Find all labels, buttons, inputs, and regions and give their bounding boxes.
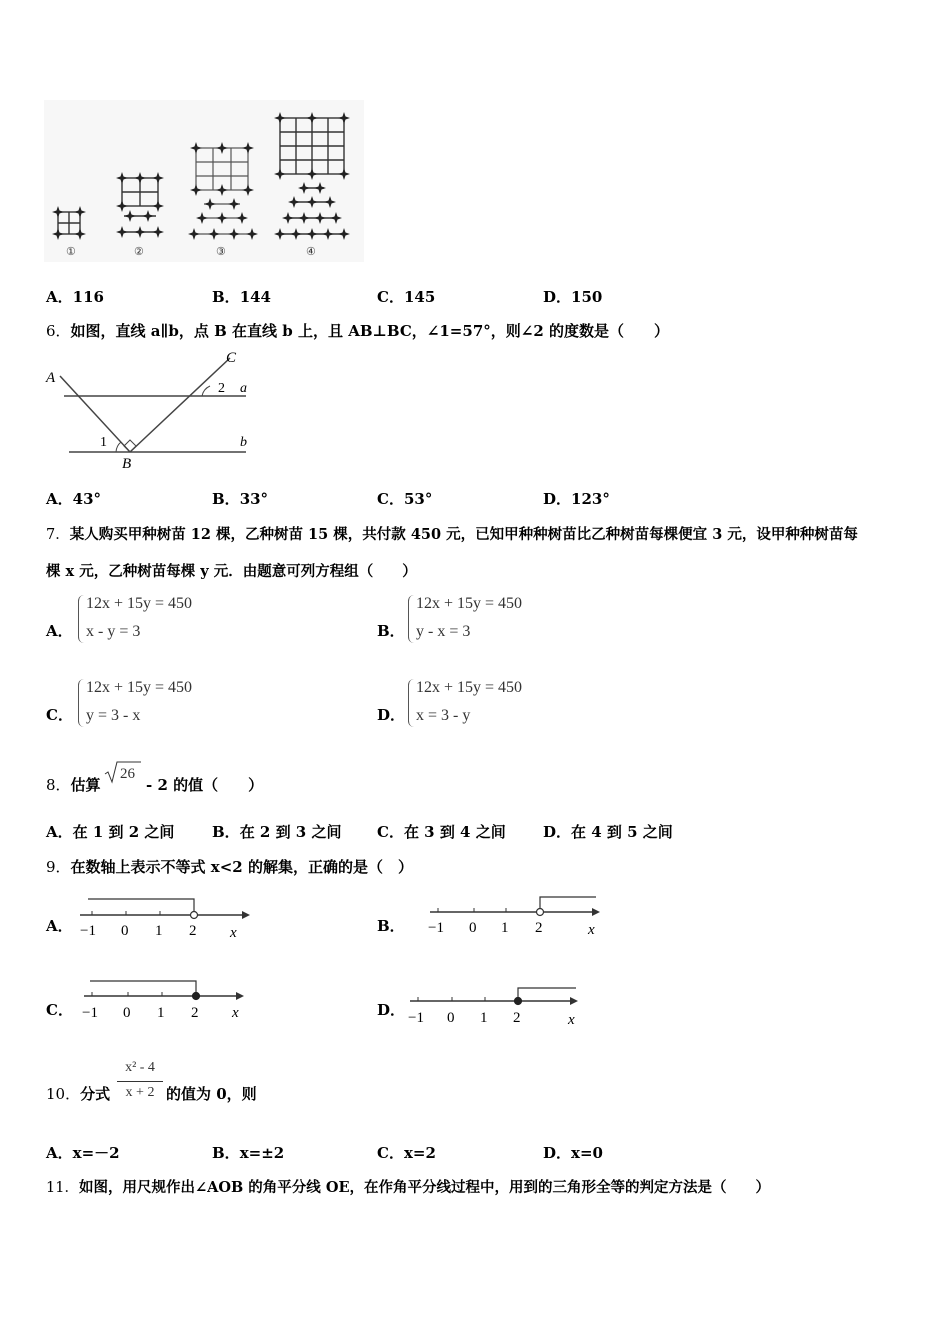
q7-stem-line2: 棵 x 元，乙种树苗每棵 y 元．由题意可列方程组（ ） [46,563,417,580]
svg-text:0: 0 [123,1005,131,1021]
q6-label-b: b [240,435,247,450]
q7-option-b-label[interactable]: B． [377,622,405,640]
pattern-label-3: ③ [216,246,226,258]
q9-option-b-numberline [424,893,604,947]
pattern-label-4: ④ [306,246,316,258]
svg-text:−1: −1 [80,923,96,939]
q6-stem: 6．如图，直线 a∥b，点 B 在直线 b 上，且 AB⊥BC，∠1=57°，则∠2 的度数是（ ） [46,322,669,340]
svg-text:1: 1 [480,1010,488,1026]
q6-option-d[interactable]: D．123° [543,490,610,508]
q5-pattern-figure [44,100,364,262]
q6-label-B: B [122,456,132,472]
q6-label-a: a [240,381,247,396]
svg-text:0: 0 [447,1010,455,1026]
q8-radical-sign [104,760,142,786]
q10-numerator: x² - 4 [125,1060,155,1075]
q8-option-a[interactable]: A．在 1 到 2 之间 [46,823,175,841]
svg-text:−1: −1 [408,1010,424,1026]
q9-option-b-label[interactable]: B． [377,917,405,935]
q7-option-d-label[interactable]: D． [377,706,406,724]
q6-option-c[interactable]: C．53° [377,490,433,508]
q5-pattern-svg [44,100,364,262]
pattern-label-1: ① [66,246,76,258]
q6-option-a[interactable]: A．43° [46,490,102,508]
svg-text:x: x [230,925,237,941]
q9-option-c-label[interactable]: C． [46,1001,73,1019]
q7-option-c-system: 12x + 15y = 450 y = 3 - x [78,679,258,731]
q6-label-2: 2 [218,381,225,396]
q9-option-a-numberline [74,893,254,947]
q7-option-c-label[interactable]: C． [46,706,73,724]
pattern-1 [58,212,80,234]
q10-denominator: x + 2 [125,1085,155,1100]
q7-option-d-system: 12x + 15y = 450 x = 3 - y [408,679,588,731]
q9-stem: 9．在数轴上表示不等式 x<2 的解集，正确的是（ ） [46,858,413,876]
svg-text:0: 0 [121,923,129,939]
svg-text:1: 1 [501,920,509,936]
q8-sqrt [104,760,142,790]
q10-option-b[interactable]: B．x=±2 [212,1144,285,1162]
q8-stem: 8．估算 [46,776,101,794]
q11-stem: 11．如图，用尺规作出∠AOB 的角平分线 OE，在作角平分线过程中，用到的三角形全等的判定方法是（ ） [46,1179,771,1196]
q9-option-c-numberline [78,975,258,1029]
svg-text:x: x [588,922,595,938]
q6-label-1: 1 [100,435,107,450]
svg-text:1: 1 [157,1005,165,1021]
q6-figure [44,346,254,476]
q9-option-d-label[interactable]: D． [377,1001,406,1019]
q5-option-d[interactable]: D．150 [543,288,603,306]
q10-stem: 10．分式 [46,1085,111,1103]
svg-text:1: 1 [155,923,163,939]
q8-option-c[interactable]: C．在 3 到 4 之间 [377,823,506,841]
q10-stem-suffix: 的值为 0，则 [166,1085,257,1103]
q10-option-d[interactable]: D．x=0 [543,1144,603,1162]
svg-text:0: 0 [469,920,477,936]
q5-option-c[interactable]: C．145 [377,288,436,306]
q9-option-a-label[interactable]: A． [46,917,73,935]
q8-radicand: 26 [120,766,135,782]
q10-fraction [116,1057,164,1109]
pattern-label-2: ② [134,246,144,258]
q6-label-C: C [226,350,237,366]
q8-option-b[interactable]: B．在 2 到 3 之间 [212,823,342,841]
q10-option-c[interactable]: C．x=2 [377,1144,436,1162]
q7-option-a-system: 12x + 15y = 450 x - y = 3 [78,595,258,647]
q6-label-A: A [46,370,56,386]
q10-option-a[interactable]: A．x=－2 [46,1144,120,1162]
pattern-2 [120,178,160,232]
q5-option-a[interactable]: A．116 [46,288,104,306]
q5-option-b[interactable]: B．144 [212,288,271,306]
svg-text:2: 2 [513,1010,521,1026]
svg-text:−1: −1 [428,920,444,936]
q8-option-d[interactable]: D．在 4 到 5 之间 [543,823,673,841]
svg-text:x: x [232,1005,239,1021]
svg-text:−1: −1 [82,1005,98,1021]
q7-stem-line1: 7．某人购买甲种树苗 12 棵，乙种树苗 15 棵，共付款 450 元，已知甲种种树苗比乙种树苗每棵便宜 3 元，设甲种种树苗每 [46,526,858,543]
svg-text:2: 2 [191,1005,199,1021]
svg-text:2: 2 [189,923,197,939]
q7-option-a-label[interactable]: A． [46,622,73,640]
q8-stem-suffix: - 2 的值（ ） [146,776,264,794]
q6-figure-svg [44,346,254,472]
q7-option-b-system: 12x + 15y = 450 y - x = 3 [408,595,588,647]
svg-text:2: 2 [535,920,543,936]
svg-text:x: x [568,1012,575,1028]
q9-option-d-numberline [404,982,584,1036]
q6-option-b[interactable]: B．33° [212,490,269,508]
